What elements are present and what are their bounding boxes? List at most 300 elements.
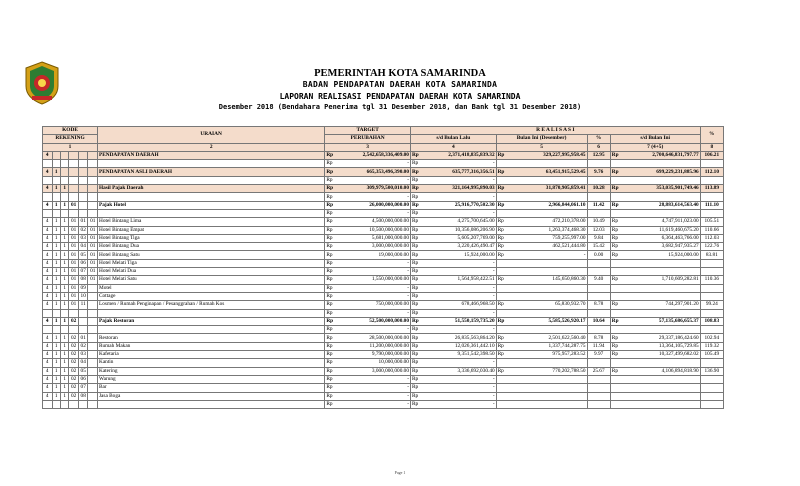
sd-bulan-ini-cell: 744,297,901.20 — [622, 301, 700, 309]
kode-cell — [88, 400, 98, 408]
kode-cell — [78, 168, 88, 176]
currency-label: Rp — [325, 367, 337, 375]
kode-cell: 06 — [78, 259, 88, 267]
kode-cell: 02 — [69, 384, 79, 392]
sd-bulan-ini-cell: 4,747,911,023.00 — [622, 218, 700, 226]
kode-cell: 10 — [78, 292, 88, 300]
uraian-header: URAIAN — [98, 127, 325, 144]
kode-cell: 1 — [60, 375, 68, 383]
kode-cell: 1 — [52, 284, 60, 292]
target-cell: - — [336, 375, 410, 383]
kode-cell — [69, 326, 79, 334]
currency-label — [610, 284, 622, 292]
kode-cell: 02 — [69, 392, 79, 400]
kode-cell: 1 — [60, 301, 68, 309]
currency-label: Rp — [325, 268, 337, 276]
sd-bulan-ini-cell: 699,229,231,885.96 — [622, 168, 700, 176]
kode-cell: 1 — [52, 301, 60, 309]
kode-cell — [60, 160, 68, 168]
kode-cell: 4 — [43, 392, 53, 400]
bulan-ini-cell — [508, 209, 587, 217]
currency-label: Rp — [496, 218, 508, 226]
kode-cell: 07 — [78, 384, 88, 392]
bulan-ini-cell: 5,585,526,920.17 — [508, 317, 587, 325]
kode-cell: 01 — [69, 234, 79, 242]
currency-label: Rp — [610, 301, 622, 309]
currency-label — [610, 268, 622, 276]
currency-label: Rp — [496, 151, 508, 159]
currency-label: Rp — [610, 317, 622, 325]
kode-cell: 1 — [52, 201, 60, 209]
kode-cell — [43, 209, 53, 217]
currency-label: Rp — [410, 168, 422, 176]
col-number: 8 — [700, 143, 723, 151]
currency-label: Rp — [410, 375, 422, 383]
currency-label: Rp — [410, 151, 422, 159]
table-row — [43, 375, 724, 383]
kode-cell: 4 — [43, 251, 53, 259]
currency-label — [496, 309, 508, 317]
currency-label: Rp — [410, 251, 422, 259]
kode-cell: 1 — [60, 359, 68, 367]
pct-total-cell — [700, 400, 723, 408]
bulan-ini-cell: 2,501,622,560.40 — [508, 334, 587, 342]
table-row — [43, 193, 724, 201]
target-cell: - — [336, 176, 410, 184]
kode-cell: 1 — [52, 367, 60, 375]
sd-bulan-lalu-cell: 3,336,692,030.40 — [422, 367, 496, 375]
target-cell: - — [336, 193, 410, 201]
kode-cell — [43, 309, 53, 317]
currency-label: Rp — [410, 268, 422, 276]
currency-label: Rp — [496, 185, 508, 193]
realisasi-header: R E A L I S A S I — [410, 127, 700, 135]
kode-cell: 4 — [43, 201, 53, 209]
currency-label — [496, 326, 508, 334]
kode-cell: 02 — [69, 351, 79, 359]
pct-cell — [587, 259, 610, 267]
currency-label: Rp — [410, 317, 422, 325]
kode-header: KODE — [43, 127, 98, 135]
currency-label: Rp — [610, 276, 622, 284]
kode-cell: 1 — [60, 284, 68, 292]
kode-cell — [52, 176, 60, 184]
currency-label: Rp — [610, 334, 622, 342]
bulan-ini-cell: 472,210,378.00 — [508, 218, 587, 226]
pct-cell — [587, 268, 610, 276]
currency-label: Rp — [325, 201, 337, 209]
sd-bulan-lalu-cell: - — [422, 309, 496, 317]
kode-cell: 01 — [69, 243, 79, 251]
currency-label — [610, 309, 622, 317]
currency-label: Rp — [496, 201, 508, 209]
table-row — [43, 276, 724, 284]
pct-cell: 11.42 — [587, 201, 610, 209]
report-title: LAPORAN REALISASI PENDAPATAN DAERAH KOTA SAMARINDA — [279, 92, 521, 101]
currency-label: Rp — [325, 218, 337, 226]
kode-cell — [88, 351, 98, 359]
table-row — [43, 259, 724, 267]
table-row — [43, 301, 724, 309]
kode-cell: 1 — [52, 185, 60, 193]
sd-bulan-ini-cell — [622, 193, 700, 201]
target-cell: - — [336, 384, 410, 392]
kode-cell: 1 — [60, 251, 68, 259]
table-row — [43, 251, 724, 259]
pct-total-cell — [700, 284, 723, 292]
pct-header: % — [587, 135, 610, 143]
uraian-cell: Hotel Melati Tiga — [98, 259, 325, 267]
currency-label: Rp — [496, 301, 508, 309]
target-cell: 1,550,000,000.00 — [336, 276, 410, 284]
pct-total-cell — [700, 326, 723, 334]
kode-cell — [60, 400, 68, 408]
uraian-cell: Hotel Bintang Lima — [98, 218, 325, 226]
pct-cell — [587, 193, 610, 201]
currency-label: Rp — [410, 292, 422, 300]
kode-cell — [69, 185, 79, 193]
target-cell: 3,000,000,000.00 — [336, 367, 410, 375]
uraian-cell: Kafetaria — [98, 351, 325, 359]
table-row — [43, 392, 724, 400]
col-number: 7 (4+5) — [610, 143, 700, 151]
target-cell: - — [336, 268, 410, 276]
kode-cell — [69, 193, 79, 201]
kode-cell: 1 — [60, 268, 68, 276]
table-row — [43, 151, 724, 159]
kode-cell: 07 — [78, 268, 88, 276]
sd-bulan-lalu-cell: - — [422, 268, 496, 276]
currency-label: Rp — [410, 392, 422, 400]
kode-cell: 1 — [52, 359, 60, 367]
kode-cell — [69, 151, 79, 159]
table-row — [43, 326, 724, 334]
pct-cell: 10.28 — [587, 185, 610, 193]
bulan-ini-cell: 63,451,915,529.45 — [508, 168, 587, 176]
kode-cell: 4 — [43, 317, 53, 325]
kode-cell: 1 — [60, 276, 68, 284]
sd-bulan-ini-cell — [622, 309, 700, 317]
kode-cell: 1 — [52, 292, 60, 300]
currency-label: Rp — [410, 309, 422, 317]
kode-cell — [88, 342, 98, 350]
currency-label — [610, 176, 622, 184]
kode-cell — [78, 209, 88, 217]
kode-cell: 4 — [43, 342, 53, 350]
kode-cell — [88, 326, 98, 334]
sd-bulan-lalu-cell: - — [422, 259, 496, 267]
pct-total-cell: 108.83 — [700, 317, 723, 325]
currency-label: Rp — [325, 301, 337, 309]
table-row — [43, 201, 724, 209]
pct-total-cell: 122.76 — [700, 243, 723, 251]
currency-label — [610, 292, 622, 300]
sd-bulan-ini-cell — [622, 284, 700, 292]
kode-cell — [43, 176, 53, 184]
kode-cell: 01 — [88, 226, 98, 234]
table-row — [43, 342, 724, 350]
sd-bulan-ini-cell: 6,364,463,766.00 — [622, 234, 700, 242]
kode-cell: 01 — [78, 334, 88, 342]
sd-bulan-lalu-cell: 25,916,770,502.30 — [422, 201, 496, 209]
target-cell: - — [336, 209, 410, 217]
kode-cell: 4 — [43, 151, 53, 159]
kode-cell: 01 — [69, 284, 79, 292]
currency-label: Rp — [325, 226, 337, 234]
pct-total-header: % — [700, 127, 723, 144]
kode-cell: 01 — [69, 226, 79, 234]
kode-cell: 1 — [52, 351, 60, 359]
table-row — [43, 292, 724, 300]
pct-cell — [587, 326, 610, 334]
sd-bulan-ini-cell — [622, 384, 700, 392]
currency-label — [496, 176, 508, 184]
sd-bulan-lalu-cell: 10,356,086,206.90 — [422, 226, 496, 234]
kode-cell: 01 — [69, 259, 79, 267]
kode-cell: 01 — [78, 218, 88, 226]
kode-cell: 1 — [60, 218, 68, 226]
uraian-cell: Hasil Pajak Daerah — [98, 185, 325, 193]
sd-bulan-ini-cell: 15,924,000.00 — [622, 251, 700, 259]
pct-cell — [587, 375, 610, 383]
uraian-cell — [98, 400, 325, 408]
kode-cell — [78, 317, 88, 325]
currency-label: Rp — [496, 168, 508, 176]
pct-cell: 11.94 — [587, 342, 610, 350]
kode-cell: 1 — [52, 384, 60, 392]
currency-label: Rp — [496, 251, 508, 259]
currency-label: Rp — [325, 284, 337, 292]
currency-label: Rp — [325, 375, 337, 383]
currency-label: Rp — [325, 160, 337, 168]
kode-cell: 1 — [52, 392, 60, 400]
sd-bulan-lalu-cell: 1,564,958,422.51 — [422, 276, 496, 284]
bulan-ini-cell — [508, 160, 587, 168]
kode-cell — [88, 201, 98, 209]
kode-cell: 1 — [60, 259, 68, 267]
kode-cell: 4 — [43, 259, 53, 267]
kode-cell: 01 — [69, 251, 79, 259]
kode-cell — [43, 400, 53, 408]
uraian-cell — [98, 209, 325, 217]
pct-cell: 25.67 — [587, 367, 610, 375]
target-cell: 10,500,000,000.00 — [336, 226, 410, 234]
currency-label: Rp — [496, 226, 508, 234]
sd-bulan-lalu-cell: - — [422, 160, 496, 168]
kode-cell: 1 — [60, 226, 68, 234]
target-cell: 4,500,000,000.00 — [336, 218, 410, 226]
uraian-cell: Warung — [98, 375, 325, 383]
uraian-cell — [98, 176, 325, 184]
pct-cell: 10.64 — [587, 317, 610, 325]
uraian-cell: Hotel Bintang Tiga — [98, 234, 325, 242]
kode-cell: 1 — [60, 243, 68, 251]
kode-cell — [78, 400, 88, 408]
kode-cell — [43, 193, 53, 201]
table-row — [43, 334, 724, 342]
col-number: 3 — [325, 143, 411, 151]
currency-label — [610, 209, 622, 217]
pct-total-cell — [700, 259, 723, 267]
sd-bulan-lalu-cell: 635,777,316,356.51 — [422, 168, 496, 176]
currency-label — [496, 193, 508, 201]
kode-cell — [43, 160, 53, 168]
target-cell: 11,200,000,000.00 — [336, 342, 410, 350]
bulan-ini-cell: 145,650,860.30 — [508, 276, 587, 284]
kode-cell: 01 — [88, 276, 98, 284]
kode-cell — [69, 400, 79, 408]
currency-label: Rp — [325, 384, 337, 392]
table-row — [43, 309, 724, 317]
kode-cell: 01 — [69, 292, 79, 300]
pct-total-cell: 110.66 — [700, 226, 723, 234]
currency-label: Rp — [325, 151, 337, 159]
sd-bulan-lalu-cell: - — [422, 392, 496, 400]
revenue-table — [42, 126, 724, 409]
sd-bulan-lalu-cell: 4,275,700,645.00 — [422, 218, 496, 226]
pct-cell: 12.95 — [587, 151, 610, 159]
kode-cell — [88, 160, 98, 168]
sd-bulan-lalu-cell: 5,605,207,769.00 — [422, 234, 496, 242]
currency-label: Rp — [410, 359, 422, 367]
pct-cell — [587, 384, 610, 392]
pct-total-cell: 105.49 — [700, 351, 723, 359]
currency-label: Rp — [610, 201, 622, 209]
uraian-cell: Cottage — [98, 292, 325, 300]
pct-total-cell: 99.24 — [700, 301, 723, 309]
kode-cell — [69, 168, 79, 176]
kode-cell — [60, 309, 68, 317]
pct-cell: 10.49 — [587, 218, 610, 226]
kode-cell — [69, 176, 79, 184]
uraian-cell: Hotel Bintang Dua — [98, 243, 325, 251]
target-cell: 5,681,000,000.00 — [336, 234, 410, 242]
currency-label: Rp — [410, 351, 422, 359]
sd-bulan-lalu-cell: 3,220,426,490.47 — [422, 243, 496, 251]
kode-cell: 4 — [43, 384, 53, 392]
sd-bulan-ini-cell: 57,135,686,655.37 — [622, 317, 700, 325]
sd-bulan-lalu-cell: - — [422, 326, 496, 334]
pct-cell — [587, 309, 610, 317]
target-cell: 19,000,000.00 — [336, 251, 410, 259]
currency-label: Rp — [325, 168, 337, 176]
currency-label: Rp — [610, 168, 622, 176]
currency-label — [496, 292, 508, 300]
kode-cell: 4 — [43, 367, 53, 375]
currency-label: Rp — [410, 243, 422, 251]
kode-cell: 08 — [78, 392, 88, 400]
uraian-cell — [98, 309, 325, 317]
kode-cell: 03 — [78, 234, 88, 242]
bulan-ini-cell: - — [508, 251, 587, 259]
currency-label: Rp — [410, 176, 422, 184]
kode-cell: 1 — [60, 185, 68, 193]
currency-label: Rp — [610, 226, 622, 234]
currency-label: Rp — [325, 392, 337, 400]
currency-label: Rp — [496, 334, 508, 342]
kode-cell: 1 — [52, 268, 60, 276]
col-number: 4 — [410, 143, 496, 151]
currency-label — [496, 400, 508, 408]
currency-label: Rp — [325, 193, 337, 201]
currency-label: Rp — [325, 209, 337, 217]
sd-bulan-ini-cell: 2,700,646,831,797.77 — [622, 151, 700, 159]
pct-cell: 12.03 — [587, 226, 610, 234]
target-cell: - — [336, 326, 410, 334]
bulan-ini-header: Bulan Ini (Desember) — [496, 135, 587, 143]
kode-cell: 1 — [52, 334, 60, 342]
pct-cell: 9.97 — [587, 351, 610, 359]
sd-bulan-lalu-cell: - — [422, 176, 496, 184]
pct-total-cell: 106.21 — [700, 151, 723, 159]
target-cell: 3,000,000,000.00 — [336, 243, 410, 251]
pct-total-cell: 102.94 — [700, 334, 723, 342]
bulan-ini-cell — [508, 326, 587, 334]
kode-cell: 1 — [60, 234, 68, 242]
bulan-ini-cell: 975,957,283.52 — [508, 351, 587, 359]
currency-label: Rp — [610, 243, 622, 251]
currency-label: Rp — [610, 218, 622, 226]
kode-cell — [78, 193, 88, 201]
sd-bulan-lalu-cell: 9,351,542,398.50 — [422, 351, 496, 359]
kode-cell: 1 — [52, 226, 60, 234]
pct-total-cell: 83.81 — [700, 251, 723, 259]
sd-bulan-ini-cell — [622, 268, 700, 276]
pct-total-cell — [700, 176, 723, 184]
uraian-cell: PENDAPATAN ASLI DAERAH — [98, 168, 325, 176]
target-cell: 9,790,000,000.00 — [336, 351, 410, 359]
kode-cell: 4 — [43, 168, 53, 176]
bulan-ini-cell — [508, 268, 587, 276]
kode-cell — [43, 326, 53, 334]
kode-cell: 02 — [69, 367, 79, 375]
sd-bulan-lalu-cell: - — [422, 193, 496, 201]
sd-bulan-ini-cell: 4,106,894,818.90 — [622, 367, 700, 375]
uraian-cell: Pajak Hotel — [98, 201, 325, 209]
bulan-ini-cell — [508, 384, 587, 392]
kode-cell: 4 — [43, 351, 53, 359]
sd-bulan-ini-cell — [622, 326, 700, 334]
kode-cell — [88, 375, 98, 383]
table-row — [43, 176, 724, 184]
pct-cell — [587, 359, 610, 367]
kode-cell: 09 — [78, 284, 88, 292]
sd-bulan-ini-cell: 1,710,609,282.81 — [622, 276, 700, 284]
kode-cell: 01 — [69, 276, 79, 284]
kode-cell: 02 — [69, 334, 79, 342]
pct-total-cell — [700, 384, 723, 392]
currency-label — [496, 359, 508, 367]
kode-cell — [88, 384, 98, 392]
currency-label: Rp — [325, 234, 337, 242]
currency-label: Rp — [410, 326, 422, 334]
currency-label: Rp — [410, 234, 422, 242]
bulan-ini-cell — [508, 176, 587, 184]
table-row — [43, 351, 724, 359]
table-row — [43, 284, 724, 292]
table-row — [43, 359, 724, 367]
kode-cell — [88, 301, 98, 309]
sd-bulan-ini-cell — [622, 375, 700, 383]
kode-cell: 08 — [78, 276, 88, 284]
currency-label: Rp — [610, 185, 622, 193]
bulan-ini-cell: 759,255,997.00 — [508, 234, 587, 242]
sd-bulan-ini-cell: 29,337,186,424.60 — [622, 334, 700, 342]
page-footer: Page 1 — [394, 470, 406, 475]
target-cell: - — [336, 259, 410, 267]
sd-bulan-lalu-cell: 26,835,563,864.20 — [422, 334, 496, 342]
table-row — [43, 317, 724, 325]
